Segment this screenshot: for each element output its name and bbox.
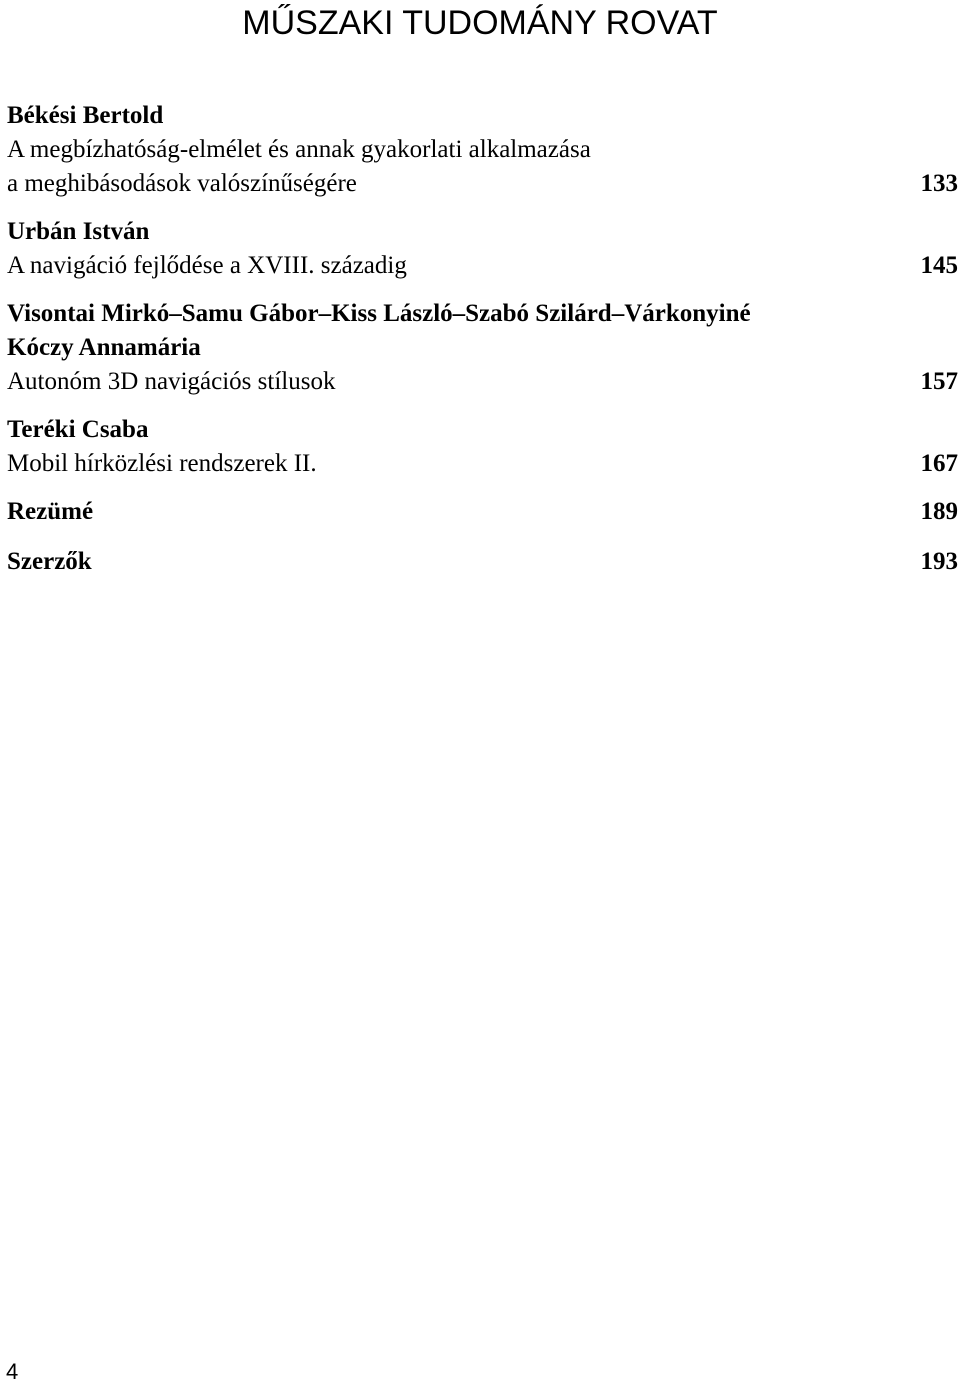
folio-page-number: 4 [6,1359,19,1384]
page-title: MŰSZAKI TUDOMÁNY ROVAT [242,4,718,42]
entry-title-row [7,447,958,481]
entry-title-line: A navigáció fejlődése a XVIII. századig [7,252,407,279]
entry-title-row [7,365,958,399]
entry-title-line: Mobil hírközlési rendszerek II. [7,450,317,477]
entry-page-number: 145 [920,252,958,279]
entry-title-line: A megbízhatóság-elmélet és annak gyakorlati alkalmazása [7,136,591,163]
toc-entry [7,413,958,481]
entry-author: Teréki Csaba [7,416,149,443]
entry-title-row [7,249,958,283]
entry-page-number: 167 [920,450,958,477]
entry-title-line: Autonóm 3D navigációs stílusok [7,368,336,395]
entry-title-row [7,495,958,529]
entry-page-number: 157 [920,368,958,395]
entry-author: Kóczy Annamária [7,334,201,361]
toc-entry [7,99,958,201]
toc-entry [7,215,958,283]
entry-author: Visontai Mirkó–Samu Gábor–Kiss László–Szabó Szilárd–Várkonyiné [7,300,751,327]
entry-title-row [7,545,958,579]
entry-title-row [7,167,958,201]
entry-title-line: a meghibásodások valószínűségére [7,170,357,197]
table-of-contents [7,99,958,595]
toc-entry [7,495,958,529]
entry-page-number: 189 [920,498,958,525]
toc-entry [7,545,958,579]
entry-page-number: 193 [920,548,958,575]
entry-page-number: 133 [920,170,958,197]
toc-entry [7,297,958,399]
entry-title: Rezümé [7,498,94,525]
entry-author: Békési Bertold [7,102,164,129]
entry-author: Urbán István [7,218,150,245]
entry-title: Szerzők [7,548,92,575]
